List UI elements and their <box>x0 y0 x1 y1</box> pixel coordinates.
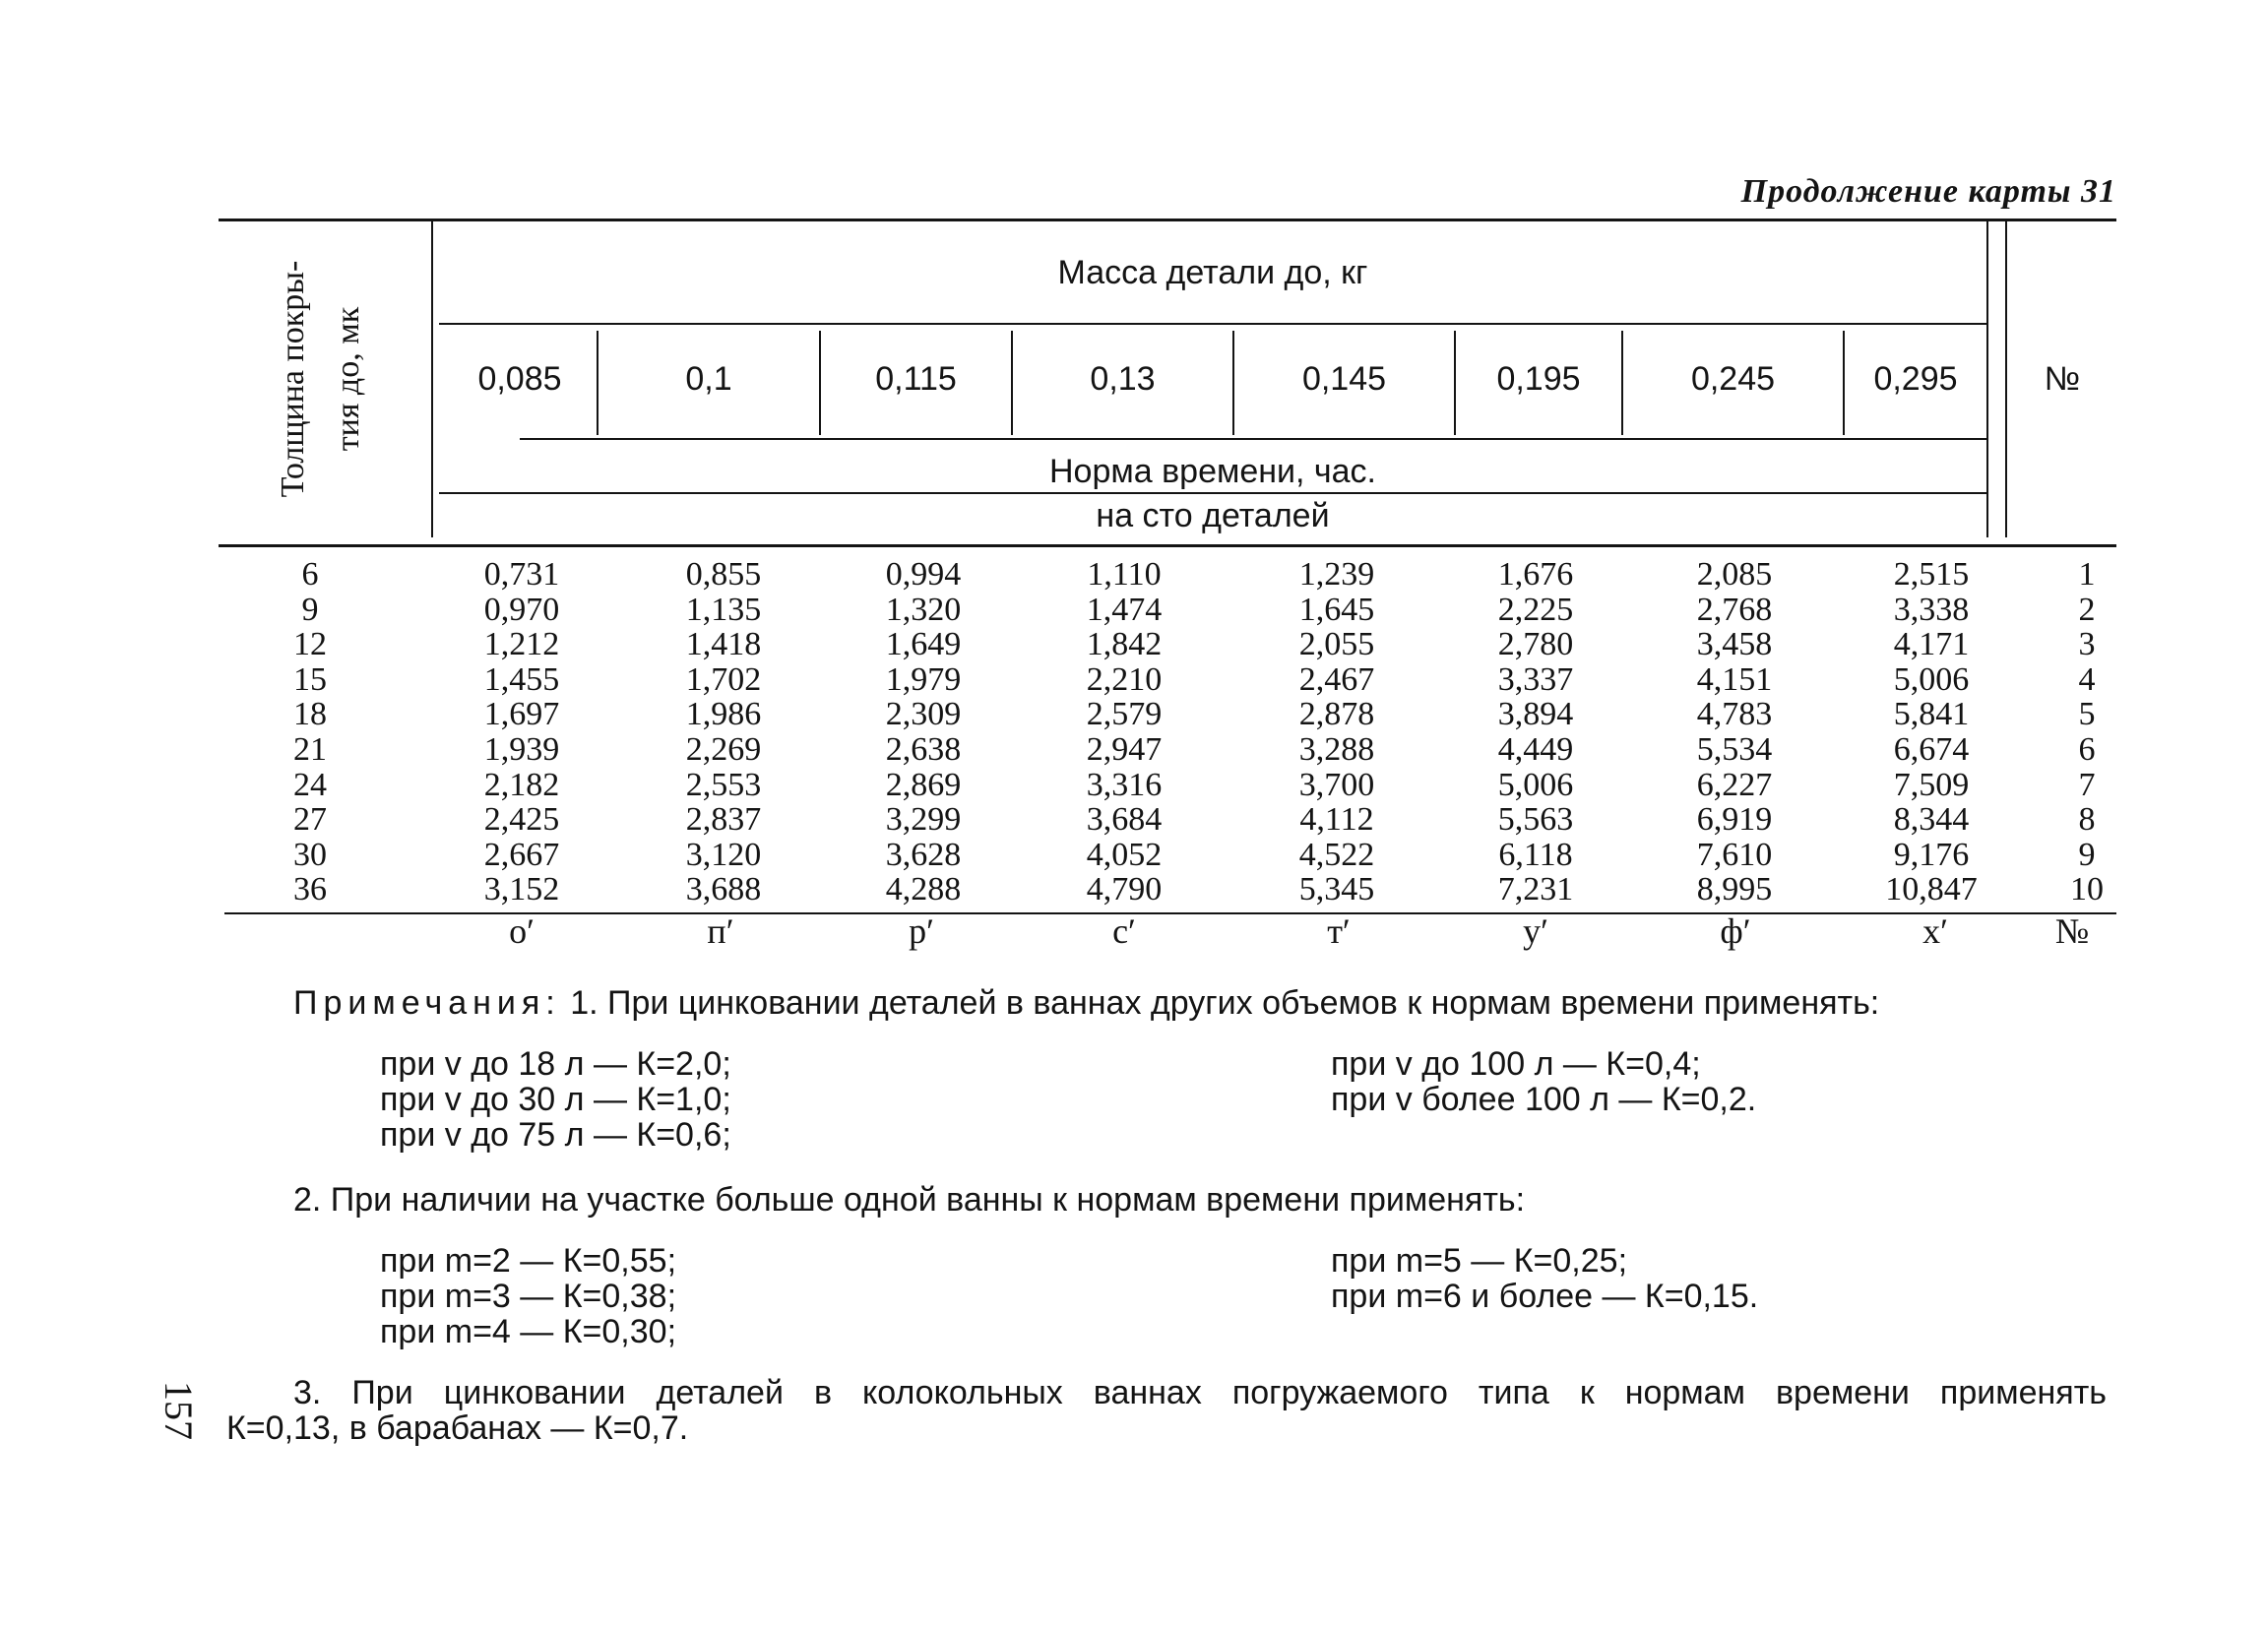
table-cell: 3,120 <box>685 836 762 873</box>
mass-values-rule <box>520 438 1986 440</box>
mass-value: 0,115 <box>875 360 957 398</box>
table-cell: 1,979 <box>885 660 962 698</box>
table-cell: 3,688 <box>685 871 762 908</box>
table-cell: 5,006 <box>1893 660 1970 698</box>
row-number: 3 <box>2078 626 2096 663</box>
note-2: 2. При наличии на участке больше одной ванны к нормам времени применять: <box>293 1181 1526 1219</box>
table-cell: 2,085 <box>1696 556 1773 593</box>
table-cell: 0,731 <box>483 556 560 593</box>
table-top-rule <box>219 219 2116 221</box>
row-thickness: 21 <box>293 731 327 768</box>
row-thickness: 6 <box>301 556 319 593</box>
note-2-right-2: при m=6 и более — К=0,15. <box>1331 1278 1759 1315</box>
table-cell: 1,110 <box>1087 556 1162 593</box>
table-cell: 4,522 <box>1298 836 1375 873</box>
row-number: 5 <box>2078 696 2096 733</box>
row-thickness: 9 <box>301 591 319 628</box>
table-cell: 3,338 <box>1893 591 1970 628</box>
table-cell: 2,667 <box>483 836 560 873</box>
table-cell: 1,697 <box>483 696 560 733</box>
mass-value: 0,13 <box>1090 360 1156 398</box>
table-cell: 3,894 <box>1497 696 1574 733</box>
table-cell: 5,006 <box>1497 766 1574 803</box>
table-cell: 6,118 <box>1498 836 1573 873</box>
mass-header-rule <box>439 323 1986 325</box>
row-thickness: 36 <box>293 871 327 908</box>
row-number: 4 <box>2078 660 2096 698</box>
table-cell: 5,534 <box>1696 731 1773 768</box>
note-1-left-3: при v до 75 л — К=0,6; <box>380 1116 731 1154</box>
table-cell: 7,509 <box>1893 766 1970 803</box>
note-3-line-2: К=0,13, в барабанах — К=0,7. <box>226 1409 689 1447</box>
column-code: т′ <box>1327 911 1351 951</box>
table-cell: 2,515 <box>1893 556 1970 593</box>
table-cell: 3,700 <box>1298 766 1375 803</box>
table-cell: 1,676 <box>1497 556 1574 593</box>
time-norm-header: Норма времени, час. <box>1049 453 1376 490</box>
row-thickness: 15 <box>293 660 327 698</box>
thickness-header-line1: Толщина покры- <box>275 260 311 498</box>
table-cell: 7,231 <box>1497 871 1574 908</box>
table-cell: 2,947 <box>1086 731 1163 768</box>
table-cell: 4,052 <box>1086 836 1163 873</box>
table-cell: 1,939 <box>483 731 560 768</box>
table-cell: 2,182 <box>483 766 560 803</box>
table-cell: 1,986 <box>685 696 762 733</box>
table-cell: 2,269 <box>685 731 762 768</box>
table-cell: 2,579 <box>1086 696 1163 733</box>
table-cell: 1,842 <box>1086 626 1163 663</box>
table-cell: 3,684 <box>1086 801 1163 839</box>
row-number: 9 <box>2078 836 2096 873</box>
column-code: х′ <box>1922 911 1948 951</box>
table-cell: 7,610 <box>1696 836 1773 873</box>
table-cell: 3,299 <box>885 801 962 839</box>
table-cell: 1,135 <box>685 591 762 628</box>
table-cell: 1,212 <box>483 626 560 663</box>
row-number: 7 <box>2078 766 2096 803</box>
table-cell: 0,855 <box>685 556 762 593</box>
table-cell: 6,227 <box>1696 766 1773 803</box>
table-cell: 10,847 <box>1885 871 1978 908</box>
table-cell: 3,337 <box>1497 660 1574 698</box>
note-1-left-1: при v до 18 л — К=2,0; <box>380 1045 731 1083</box>
number-column-divider-a <box>1986 220 1988 537</box>
note-1-right-1: при v до 100 л — К=0,4; <box>1331 1045 1701 1083</box>
table-cell: 3,628 <box>885 836 962 873</box>
table-cell: 2,055 <box>1298 626 1375 663</box>
table-cell: 8,344 <box>1893 801 1970 839</box>
table-cell: 0,970 <box>483 591 560 628</box>
continuation-caption: Продолжение карты 31 <box>1740 173 2116 210</box>
row-number: 6 <box>2078 731 2096 768</box>
table-cell: 4,171 <box>1893 626 1970 663</box>
table-cell: 8,995 <box>1696 871 1773 908</box>
mass-header: Масса детали до, кг <box>1057 254 1368 291</box>
note-3-line-1: 3. При цинковании деталей в колокольных ваннах погружаемого типа к нормам времени применять <box>293 1374 2107 1411</box>
column-code: о′ <box>509 911 535 951</box>
notes-label: Примечания: <box>293 984 561 1022</box>
page-number: 157 <box>157 1381 201 1440</box>
table-cell: 3,152 <box>483 871 560 908</box>
table-cell: 2,638 <box>885 731 962 768</box>
column-code: с′ <box>1112 911 1136 951</box>
mass-value: 0,295 <box>1873 360 1958 398</box>
table-cell: 5,563 <box>1497 801 1574 839</box>
table-cell: 1,649 <box>885 626 962 663</box>
row-number: 2 <box>2078 591 2096 628</box>
note-1: 1. При цинковании деталей в ваннах других объемов к нормам времени применять: <box>570 984 1880 1022</box>
table-header-bottom-rule <box>219 544 2116 547</box>
table-cell: 2,225 <box>1497 591 1574 628</box>
thickness-header-line2: тия до, мк <box>330 306 366 452</box>
table-cell: 2,425 <box>483 801 560 839</box>
table-cell: 6,674 <box>1893 731 1970 768</box>
row-thickness: 24 <box>293 766 327 803</box>
table-cell: 2,210 <box>1086 660 1163 698</box>
table-cell: 1,320 <box>885 591 962 628</box>
table-cell: 1,418 <box>685 626 762 663</box>
table-cell: 2,837 <box>685 801 762 839</box>
table-cell: 1,455 <box>483 660 560 698</box>
table-cell: 9,176 <box>1893 836 1970 873</box>
column-code-number: № <box>2054 911 2090 951</box>
table-cell: 1,645 <box>1298 591 1375 628</box>
note-1-left-2: при v до 30 л — К=1,0; <box>380 1081 731 1118</box>
table-cell: 1,239 <box>1298 556 1375 593</box>
table-cell: 5,345 <box>1298 871 1375 908</box>
mass-value: 0,1 <box>685 360 732 398</box>
notes-block <box>293 984 1879 1023</box>
table-cell: 4,151 <box>1696 660 1773 698</box>
table-cell: 1,702 <box>685 660 762 698</box>
row-thickness: 12 <box>293 626 327 663</box>
table-cell: 4,112 <box>1299 801 1374 839</box>
table-cell: 0,994 <box>885 556 962 593</box>
row-thickness: 30 <box>293 836 327 873</box>
mass-value: 0,245 <box>1690 360 1776 398</box>
mass-value: 0,145 <box>1301 360 1387 398</box>
per-hundred-header: на сто деталей <box>1096 497 1330 534</box>
time-norm-rule <box>439 492 1986 494</box>
row-number: 1 <box>2078 556 2096 593</box>
table-cell: 4,790 <box>1086 871 1163 908</box>
table-cell: 2,309 <box>885 696 962 733</box>
table-cell: 4,288 <box>885 871 962 908</box>
table-cell: 4,449 <box>1497 731 1574 768</box>
column-code: у′ <box>1523 911 1548 951</box>
column-code: ф′ <box>1720 911 1751 951</box>
row-thickness: 27 <box>293 801 327 839</box>
table-cell: 3,458 <box>1696 626 1773 663</box>
note-2-left-3: при m=4 — К=0,30; <box>380 1313 677 1350</box>
table-cell: 5,841 <box>1893 696 1970 733</box>
column-code: р′ <box>909 911 934 951</box>
table-cell: 2,553 <box>685 766 762 803</box>
note-2-right-1: при m=5 — К=0,25; <box>1331 1242 1628 1280</box>
table-cell: 2,768 <box>1696 591 1773 628</box>
table-cell: 2,869 <box>885 766 962 803</box>
table-cell: 2,467 <box>1298 660 1375 698</box>
note-2-left-2: при m=3 — К=0,38; <box>380 1278 677 1315</box>
row-thickness: 18 <box>293 696 327 733</box>
table-cell: 2,780 <box>1497 626 1574 663</box>
table-cell: 2,878 <box>1298 696 1375 733</box>
row-number: 8 <box>2078 801 2096 839</box>
number-header: № <box>2044 360 2081 398</box>
table-cell: 1,474 <box>1086 591 1163 628</box>
table-cell: 3,288 <box>1298 731 1375 768</box>
note-2-left-1: при m=2 — К=0,55; <box>380 1242 677 1280</box>
row-number: 10 <box>2070 871 2104 908</box>
column-code: п′ <box>707 911 734 951</box>
table-cell: 6,919 <box>1696 801 1773 839</box>
mass-value: 0,195 <box>1496 360 1581 398</box>
note-1-right-2: при v более 100 л — К=0,2. <box>1331 1081 1757 1118</box>
mass-value: 0,085 <box>477 360 562 398</box>
table-cell: 3,316 <box>1086 766 1163 803</box>
table-cell: 4,783 <box>1696 696 1773 733</box>
number-column-divider-b <box>2005 220 2007 537</box>
